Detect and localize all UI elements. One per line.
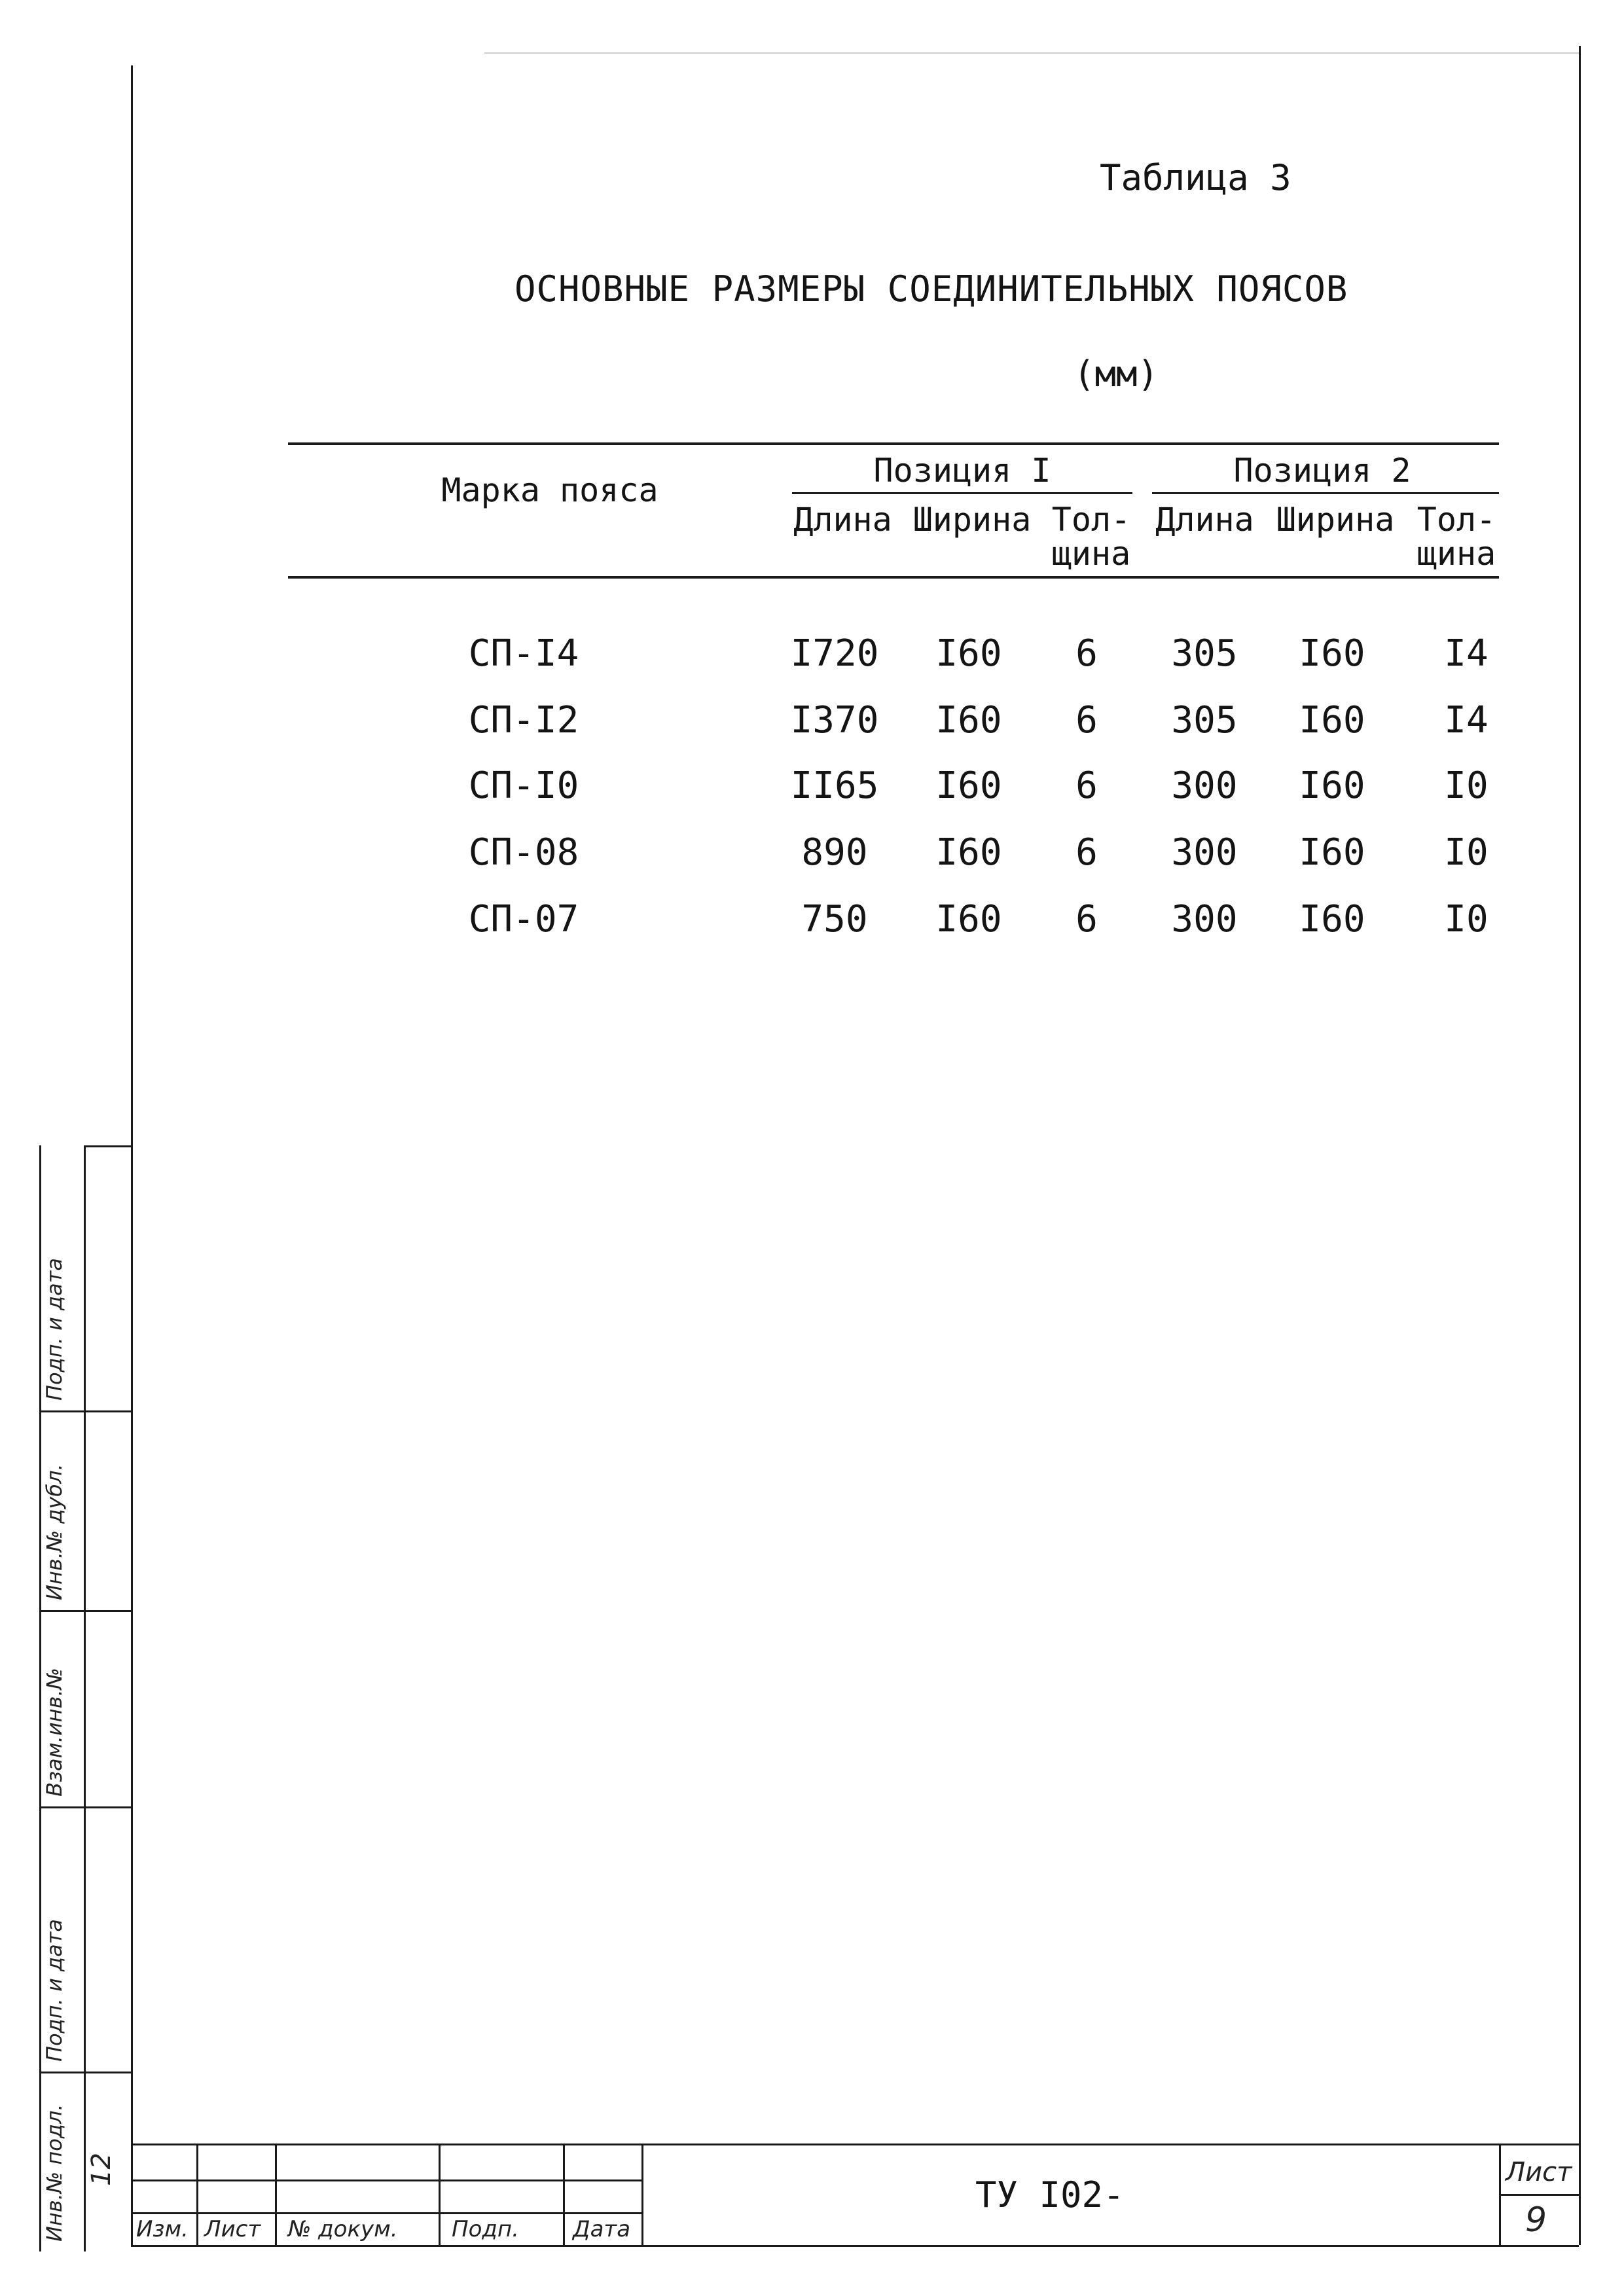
cell-width-1: I60 — [935, 699, 1002, 742]
cell-thickness-2: I0 — [1444, 898, 1489, 941]
cell-width-2: I60 — [1299, 831, 1365, 874]
table-header-bottom-rule — [288, 576, 1499, 579]
column-header-width-2: Ширина — [1276, 501, 1395, 539]
title-block-col-4 — [563, 2144, 565, 2245]
row-mark: СП-I0 — [468, 764, 579, 807]
side-label-podp-data-2: Подп. и дата — [42, 1258, 67, 1401]
column-header-width-1: Ширина — [912, 501, 1032, 539]
document-code: ТУ I02- — [975, 2174, 1125, 2215]
frame-right-border — [1579, 46, 1581, 2245]
side-stamp-sep-3 — [39, 1806, 131, 1808]
row-mark: СП-I4 — [468, 632, 579, 675]
cell-thickness-2: I4 — [1444, 699, 1489, 742]
cell-width-2: I60 — [1299, 898, 1365, 941]
units-label: (мм) — [1074, 353, 1159, 395]
sheet-number: 9 — [1525, 2200, 1547, 2240]
group-1-underline — [792, 492, 1132, 494]
cell-length-2: 300 — [1171, 764, 1238, 807]
stamp-col-list: Лист — [204, 2216, 261, 2242]
side-stamp-sep-4 — [39, 2072, 131, 2073]
document-title: ОСНОВНЫЕ РАЗМЕРЫ СОЕДИНИТЕЛЬНЫХ ПОЯСОВ — [514, 268, 1348, 310]
cell-length-2: 300 — [1171, 898, 1238, 941]
cell-width-2: I60 — [1299, 632, 1365, 675]
side-label-vzam-inv: Взам.инв.№ — [42, 1668, 67, 1797]
cell-length-2: 305 — [1171, 632, 1238, 675]
column-header-thickness-2: Тол- щина — [1416, 501, 1496, 573]
title-block-row-1 — [131, 2179, 641, 2181]
cell-length-1: I720 — [790, 632, 879, 675]
cell-length-1: 890 — [801, 831, 868, 874]
title-block-col-2 — [275, 2144, 277, 2245]
title-block-sheet-sep — [1499, 2194, 1579, 2196]
cell-length-2: 305 — [1171, 699, 1238, 742]
frame-top-border — [484, 52, 1579, 54]
side-label-inv-podl: Инв.№ подл. — [42, 2104, 67, 2242]
cell-width-2: I60 — [1299, 764, 1365, 807]
column-header-length-2: Длина — [1155, 501, 1254, 539]
frame-left-border — [131, 65, 133, 2245]
cell-thickness-1: 6 — [1075, 764, 1098, 807]
title-block-top — [131, 2144, 1579, 2145]
cell-width-1: I60 — [935, 632, 1002, 675]
table-top-rule — [288, 442, 1499, 445]
stamp-col-izm: Изм. — [136, 2216, 189, 2242]
side-stamp-divider — [84, 1145, 86, 2251]
sheet-label: Лист — [1506, 2157, 1572, 2187]
group-header-position-2: Позиция 2 — [1233, 452, 1411, 490]
side-stamp-sep-2 — [39, 1610, 131, 1612]
cell-width-2: I60 — [1299, 699, 1365, 742]
cell-thickness-1: 6 — [1075, 831, 1098, 874]
cell-length-1: I370 — [790, 699, 879, 742]
side-stamp-top — [84, 1145, 131, 1147]
title-block-row-2 — [131, 2212, 641, 2214]
title-block-col-3 — [439, 2144, 441, 2245]
title-block-col-5 — [641, 2144, 643, 2245]
row-mark: СП-I2 — [468, 699, 579, 742]
column-header-length-1: Длина — [793, 501, 892, 539]
column-header-mark: Марка пояса — [441, 471, 659, 509]
cell-thickness-1: 6 — [1075, 898, 1098, 941]
group-header-position-1: Позиция I — [873, 452, 1051, 490]
group-2-underline — [1152, 492, 1499, 494]
side-label-podp-data-1: Подп. и дата — [42, 1919, 67, 2062]
cell-width-1: I60 — [935, 831, 1002, 874]
cell-length-1: II65 — [790, 764, 879, 807]
row-mark: СП-08 — [468, 831, 579, 874]
stamp-col-signature: Подп. — [452, 2216, 519, 2242]
stamp-col-date: Дата — [573, 2216, 631, 2242]
cell-width-1: I60 — [935, 898, 1002, 941]
table-number-label: Таблица 3 — [1100, 157, 1291, 198]
cell-length-1: 750 — [801, 898, 868, 941]
side-label-inv-dubl: Инв.№ дубл. — [42, 1463, 67, 1600]
cell-thickness-1: 6 — [1075, 632, 1098, 675]
title-block-bottom — [131, 2245, 1579, 2247]
cell-thickness-2: I0 — [1444, 764, 1489, 807]
column-header-thickness-1: Тол- щина — [1051, 501, 1131, 573]
cell-width-1: I60 — [935, 764, 1002, 807]
cell-thickness-2: I0 — [1444, 831, 1489, 874]
cell-length-2: 300 — [1171, 831, 1238, 874]
row-mark: СП-07 — [468, 898, 579, 941]
title-block-col-1 — [196, 2144, 198, 2245]
stamp-col-doc-number: № докум. — [288, 2216, 398, 2242]
cell-thickness-2: I4 — [1444, 632, 1489, 675]
side-stamp-left-border — [39, 1145, 41, 2251]
side-handwritten-note: 12 — [86, 2153, 117, 2186]
cell-thickness-1: 6 — [1075, 699, 1098, 742]
side-stamp-sep-1 — [39, 1410, 131, 1412]
